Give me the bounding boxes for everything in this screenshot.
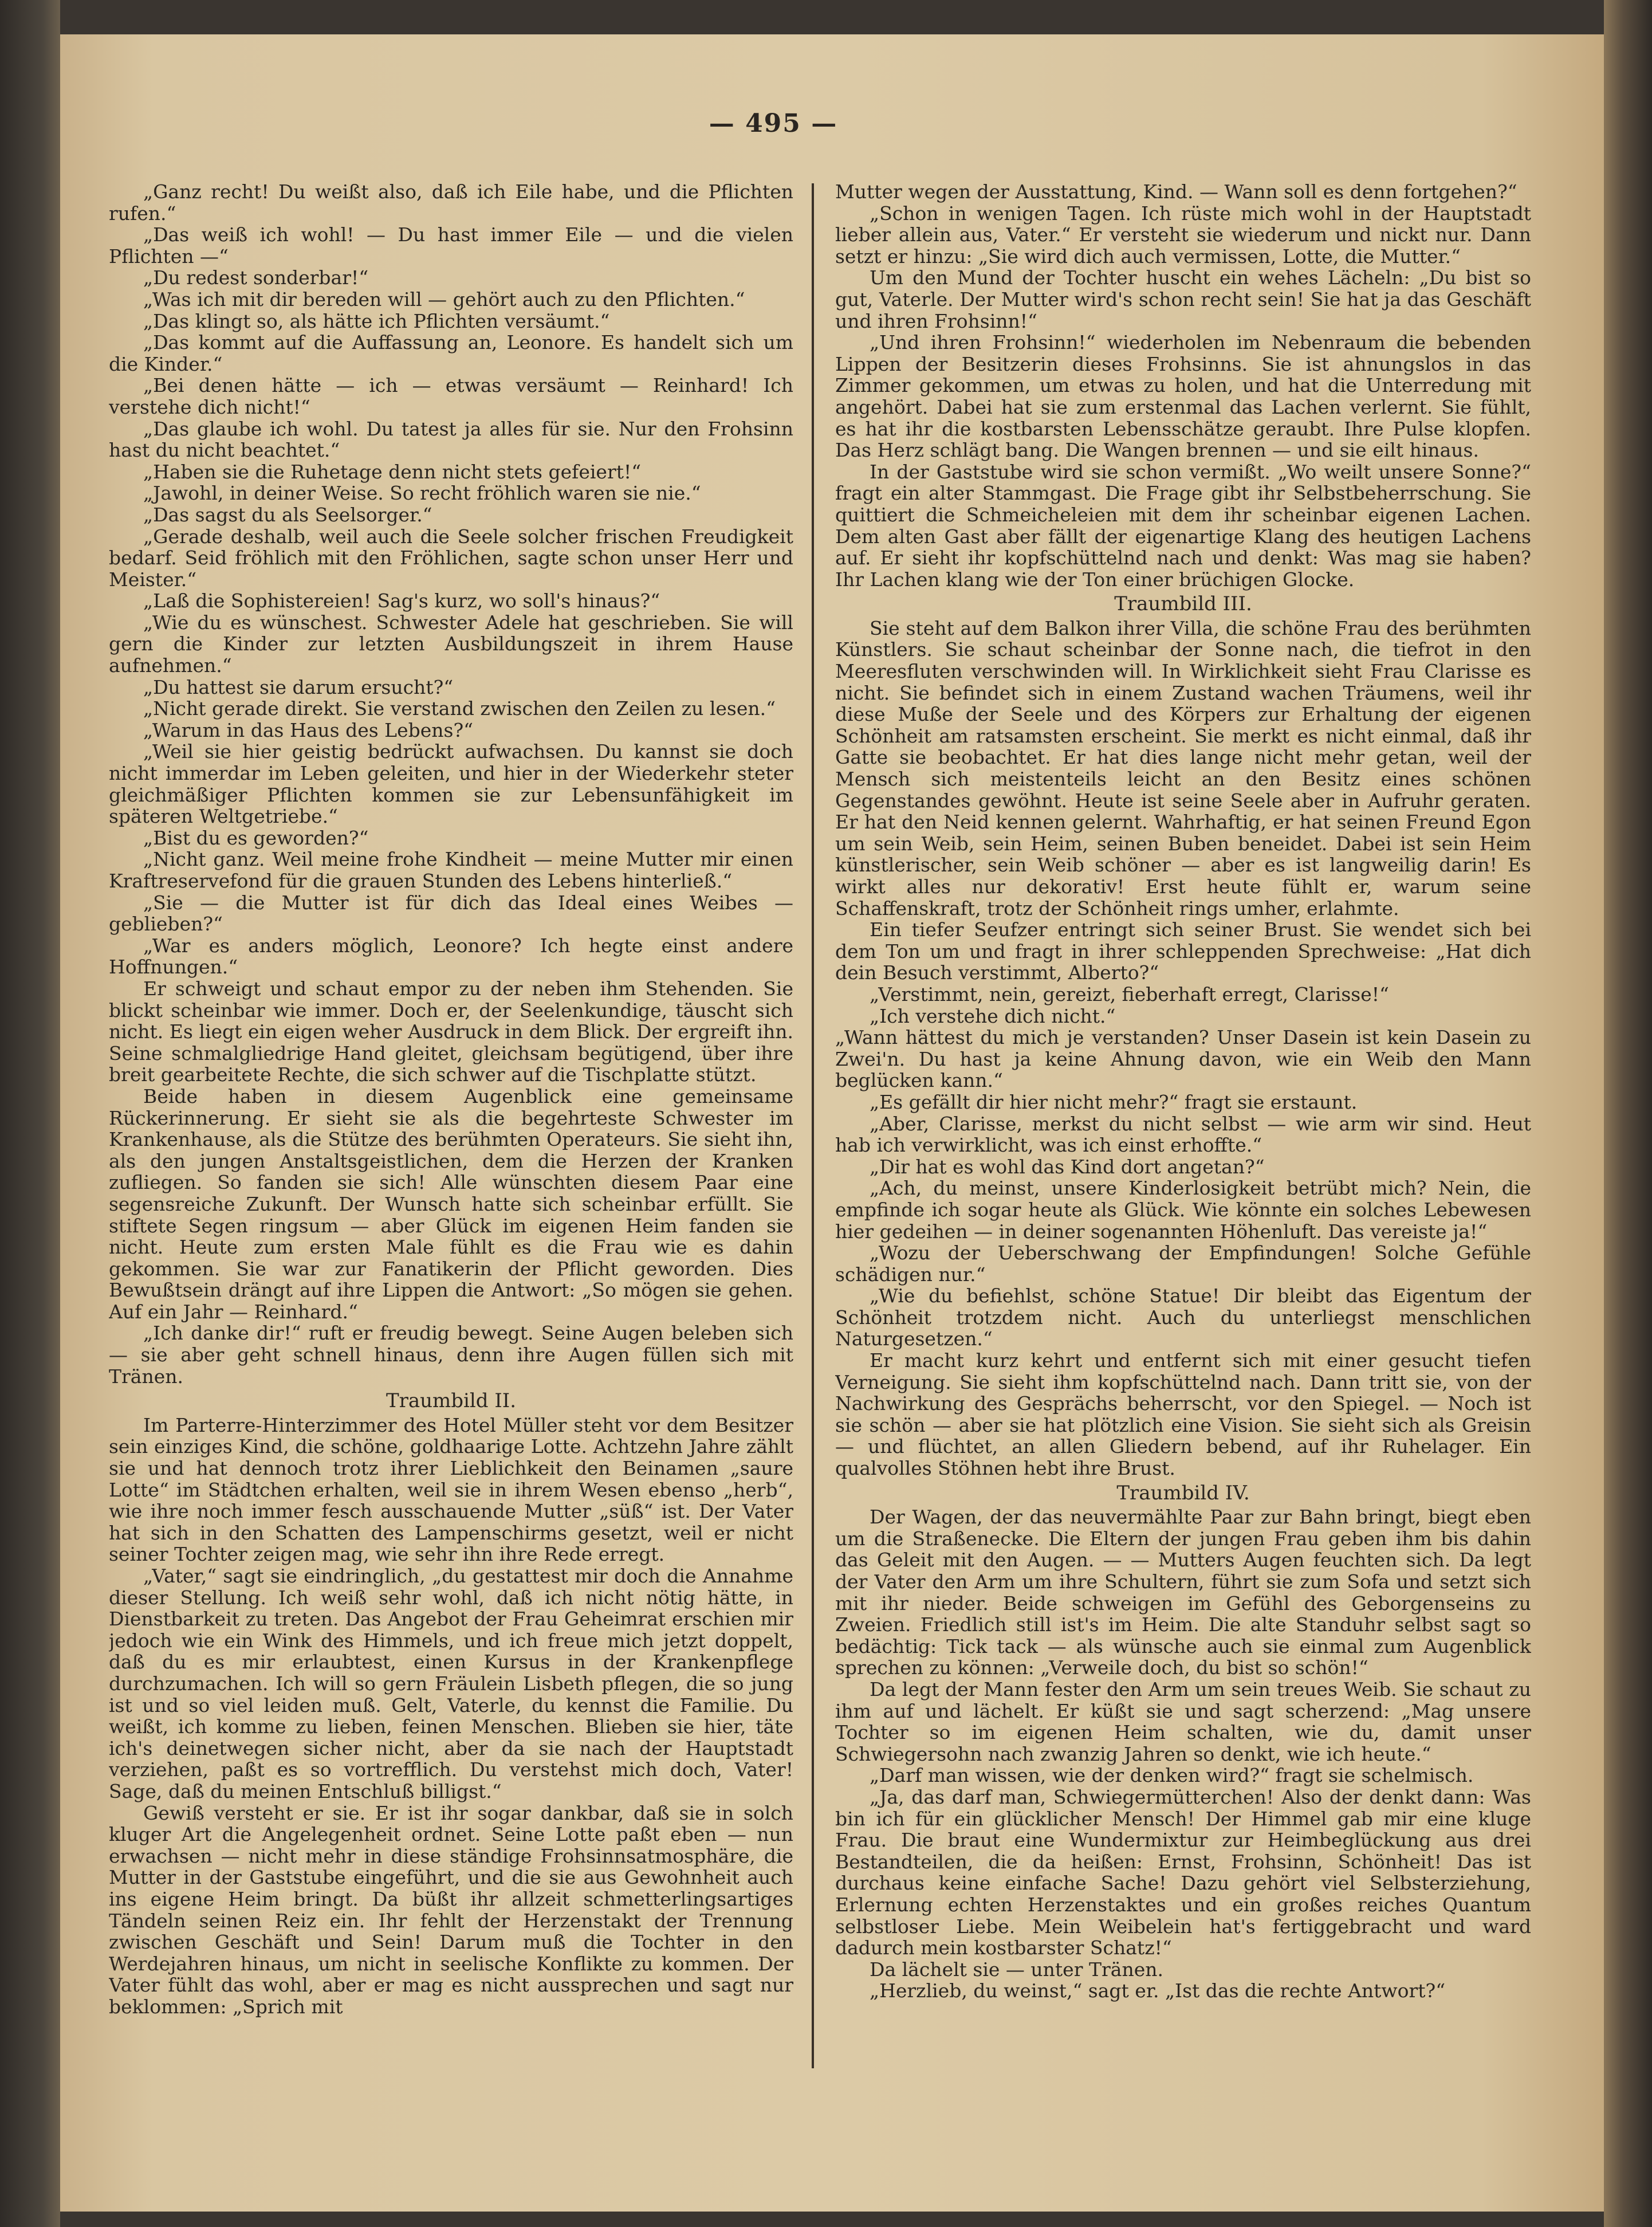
paragraph: „Wie du es wünschest. Schwester Adele hat geschrieben. Sie will gern die Kinder zur letzten Ausbildungszeit in ihrem Hause aufnehmen.“ bbox=[109, 611, 793, 677]
book-binding-left bbox=[0, 0, 60, 2227]
paragraph: „Schon in wenigen Tagen. Ich rüste mich wohl in der Hauptstadt lieber allein aus, Vater.“ Er versteht sie wiederum und nickt nur. Dann setzt er hinzu: „Sie wird dich auch vermissen, Lotte, die Mutter.“ bbox=[835, 202, 1531, 268]
section-heading: Traumbild III. bbox=[1114, 592, 1252, 616]
paragraph: „Es gefällt dir hier nicht mehr?“ fragt sie erstaunt. bbox=[870, 1090, 1358, 1113]
paragraph: Da legt der Mann fester den Arm um sein treues Weib. Sie schaut zu ihm auf und lächelt. Er küßt sie und sagt scherzend: „Mag unsere Tochter so im eigenen Heim schalten, wie du, damit unser Schwiegersohn nach zwanzig Jahren so denkt, wie ich heute.“ bbox=[835, 1678, 1531, 1765]
paragraph: „Was ich mit dir bereden will — gehört auch zu den Pflichten.“ bbox=[143, 288, 745, 311]
paragraph: Um den Mund der Tochter huscht ein wehes Lächeln: „Du bist so gut, Vaterle. Der Mutter wird's schon recht sein! Sie hat ja das Geschäft und ihren Frohsinn!“ bbox=[835, 266, 1531, 332]
paragraph: „Bei denen hätte — ich — etwas versäumt — Reinhard! Ich verstehe dich nicht!“ bbox=[109, 374, 793, 418]
paragraph: „Laß die Sophistereien! Sag's kurz, wo soll's hinaus?“ bbox=[143, 590, 660, 612]
paragraph: „Wann hättest du mich je verstanden? Unser Dasein ist kein Dasein zu Zwei'n. Du hast ja keine Ahnung davon, wie ein Weib den Mann beglücken kann.“ bbox=[835, 1026, 1531, 1092]
paragraph: „Darf man wissen, wie der denken wird?“ fragt sie schelmisch. bbox=[870, 1764, 1474, 1787]
left-text-column bbox=[109, 181, 793, 2095]
page-number: — 495 — bbox=[709, 109, 838, 138]
paragraph: Der Wagen, der das neuvermählte Paar zur Bahn bringt, biegt eben um die Straßenecke. Die Eltern der jungen Frau geben ihm bis dahin das Geleit mit den Augen. — — Mutters Augen feuchten sich. Da legt der Vater den Arm um ihre Schultern, führt sie zum Sofa und setzt sich mit ihr nieder. Beide schweigen im Gefühl des Geborgenseins zu Zweien. Friedlich still ist's im Heim. Die alte Standuhr selbst sagt so bedächtig: Tick tack — als wünsche auch sie einmal zum Augenblick sprechen zu können: „Verweile doch, du bist so schön!“ bbox=[835, 1506, 1531, 1679]
paragraph: „Ganz recht! Du weißt also, daß ich Eile habe, und die Pflichten rufen.“ bbox=[109, 181, 793, 225]
paragraph: „War es anders möglich, Leonore? Ich hegte einst andere Hoffnungen.“ bbox=[109, 934, 793, 979]
paragraph: „Aber, Clarisse, merkst du nicht selbst — wie arm wir sind. Heut hab ich verwirklicht, was ich einst erhoffte.“ bbox=[835, 1112, 1531, 1157]
paragraph: Da lächelt sie — unter Tränen. bbox=[870, 1958, 1163, 1981]
paragraph: Im Parterre-Hinterzimmer des Hotel Müller steht vor dem Besitzer sein einziges Kind, die schöne, goldhaarige Lotte. Achtzehn Jahre zählt sie und hat dennoch trotz ihrer Lieblichkeit den Beinamen „saure Lotte“ im Städtchen erhalten, weil sie in ihrem Wesen ebenso „herb“, wie ihre noch immer fesch ausschauende Mutter „süß“ ist. Der Vater hat sich in den Schatten des Lampenschirms gesetzt, weil er nicht seiner Tochter zeigen mag, wie sehr ihn ihre Rede erregt. bbox=[109, 1413, 793, 1566]
paragraph: Sie steht auf dem Balkon ihrer Villa, die schöne Frau des berühmten Künstlers. Sie schaut scheinbar der Sonne nach, die tiefrot in den Meeresfluten verschwinden will. In Wirklichkeit sieht Frau Clarisse es nicht. Sie befindet sich in einem Zustand wachen Träumens, weil ihr diese Muße der Seele und des Körpers zur Erhaltung der eigenen Schönheit am ratsamsten erscheint. Sie merkt es nicht einmal, daß ihr Gatte sie beobachtet. Er hat dies lange nicht mehr getan, weil der Mensch sich meistenteils leicht an den Besitz eines schönen Gegenstandes gewöhnt. Heute ist seine Seele aber in Aufruhr geraten. Er hat den Neid kennen gelernt. Wahrhaftig, er hat seinen Freund Egon um sein Weib, sein Heim, seinen Buben beneidet. Dabei ist sein Heim künstlerischer, sein Weib schöner — aber es ist langweilig darin! Es wirkt alles nur dekorativ! Erst heute fühlt er, warum seine Schaffenskraft, trotz der Schönheit rings umher, erlahmte. bbox=[835, 616, 1531, 920]
paragraph: „Ach, du meinst, unsere Kinderlosigkeit betrübt mich? Nein, die empfinde ich sogar heute als Glück. Wie könnte ein solches Lebewesen hier gedeihen — in deiner sogenannten Höhenluft. Das vereiste ja!“ bbox=[835, 1177, 1531, 1243]
paragraph: Ein tiefer Seufzer entringt sich seiner Brust. Sie wendet sich bei dem Ton um und fragt in ihrer schleppenden Sprechweise: „Hat dich dein Besuch verstimmt, Alberto?“ bbox=[835, 918, 1531, 984]
paragraph: „Herzlieb, du weinst,“ sagt er. „Ist das die rechte Antwort?“ bbox=[870, 1979, 1446, 2002]
paragraph: Er schweigt und schaut empor zu der neben ihm Stehenden. Sie blickt scheinbar wie immer. Doch er, der Seelenkundige, täuscht sich nicht. Es liegt ein eigen weher Ausdruck in dem Blick. Der ergreift ihn. Seine schmalgliedrige Hand gleitet, gleichsam begütigend, über ihre breit gearbeitete Rechte, die sich schwer auf die Tischplatte stützt. bbox=[109, 977, 793, 1086]
paragraph: Mutter wegen der Ausstattung, Kind. — Wann soll es denn fortgehen?“ bbox=[835, 181, 1517, 203]
book-edge-right bbox=[1604, 0, 1652, 2227]
paragraph: „Das klingt so, als hätte ich Pflichten versäumt.“ bbox=[143, 309, 610, 332]
paragraph: „Dir hat es wohl das Kind dort angetan?“ bbox=[870, 1155, 1265, 1178]
paragraph: „Du redest sonderbar!“ bbox=[143, 266, 369, 289]
section-heading: Traumbild IV. bbox=[1116, 1481, 1250, 1505]
paragraph: „Verstimmt, nein, gereizt, fieberhaft erregt, Clarisse!“ bbox=[870, 983, 1389, 1006]
paragraph: „Vater,“ sagt sie eindringlich, „du gestattest mir doch die Annahme dieser Stellung. Ich weiß sehr wohl, daß ich nicht nötig hätte, in Dienstbarkeit zu treten. Das Angebot der Frau Geheimrat erschien mir jedoch wie ein Wink des Himmels, und ich freue mich jetzt doppelt, daß du es mir erlaubtest, einen Kursus in der Krankenpflege durchzumachen. Ich will so gern Fräulein Lisbeth pflegen, die so jung ist und so viel leiden muß. Gelt, Vaterle, du kennst die Familie. Du weißt, ich komme zu lieben, feinen Menschen. Blieben sie hier, täte ich's deinetwegen sicher nicht, aber da sie nach der Hauptstadt verziehen, paßt es so vortrefflich. Du verstehst mich doch, Vater! Sage, daß du meinen Entschluß billigst.“ bbox=[109, 1565, 793, 1802]
paragraph: „Du hattest sie darum ersucht?“ bbox=[143, 675, 454, 698]
paragraph: „Das sagst du als Seelsorger.“ bbox=[143, 503, 432, 526]
paragraph: „Weil sie hier geistig bedrückt aufwachsen. Du kannst sie doch nicht immerdar im Leben geleiten, und hier in der Wiederkehr steter gleichmäßiger Pflichten kommen sie zur Lebensunfähigkeit im späteren Weltgetriebe.“ bbox=[109, 740, 793, 828]
paragraph: „Ja, das darf man, Schwiegermütterchen! Also der denkt dann: Was bin ich für ein glücklicher Mensch! Der Himmel gab mir eine kluge Frau. Die braut eine Wundermixtur zur Heimbeglückung aus drei Bestandteilen, die da heißen: Ernst, Frohsinn, Schönheit! Das ist durchaus keine einfache Sache! Dazu gehört viel Selbsterziehung, Erlernung echten Herzenstaktes und ein großes reiches Quantum selbstloser Liebe. Mein Weibelein hat's fertiggebracht und ward dadurch mein kostbarster Schatz!“ bbox=[835, 1785, 1531, 1959]
right-text-column bbox=[835, 181, 1531, 2095]
paragraph: „Und ihren Frohsinn!“ wiederholen im Nebenraum die bebenden Lippen der Besitzerin dieses Frohsinns. Sie ist ahnungslos in das Zimmer gekommen, um etwas zu holen, und hat die Unterredung mit angehört. Dabei hat sie zum erstenmal das Lachen verlernt. Sie fühlt, es hat ihr die kostbarsten Lebensschätze geraubt. Ihre Pulse klopfen. Das Herz schlägt bang. Die Wangen brennen — und sie eilt hinaus. bbox=[835, 331, 1531, 462]
paragraph: Er macht kurz kehrt und entfernt sich mit einer gesucht tiefen Verneigung. Sie sieht ihm kopfschüttelnd nach. Dann tritt sie, von der Nachwirkung des Gesprächs beherrscht, vor den Spiegel. — Noch ist sie schön — aber sie hat plötzlich eine Vision. Sie sieht sich als Greisin — und flüchtet, an allen Gliedern bebend, auf ihr Ruhelager. Ein qualvolles Stöhnen hebt ihre Brust. bbox=[835, 1349, 1531, 1480]
column-divider-rule bbox=[812, 183, 814, 2068]
paragraph: „Wie du befiehlst, schöne Statue! Dir bleibt das Eigentum der Schönheit trotzdem nicht. Auch du unterliegst menschlichen Naturgesetzen.“ bbox=[835, 1285, 1531, 1350]
paragraph: „Jawohl, in deiner Weise. So recht fröhlich waren sie nie.“ bbox=[143, 482, 701, 505]
paragraph: „Ich verstehe dich nicht.“ bbox=[870, 1004, 1116, 1027]
paragraph: „Bist du es geworden?“ bbox=[143, 826, 369, 849]
paragraph: „Warum in das Haus des Lebens?“ bbox=[143, 718, 474, 741]
paragraph: „Ich danke dir!“ ruft er freudig bewegt. Seine Augen beleben sich — sie aber geht schnell hinaus, denn ihre Augen füllen sich mit Tränen. bbox=[109, 1322, 793, 1388]
paragraph: „Das glaube ich wohl. Du tatest ja alles für sie. Nur den Frohsinn hast du nicht beachtet.“ bbox=[109, 417, 793, 462]
paragraph: „Sie — die Mutter ist für dich das Ideal eines Weibes — geblieben?“ bbox=[109, 891, 793, 936]
paragraph: Gewiß versteht er sie. Er ist ihr sogar dankbar, daß sie in solch kluger Art die Angelegenheit ordnet. Seine Lotte paßt eben — nun erwachsen — nicht mehr in diese ständige Frohsinnsatmosphäre, die Mutter in der Gaststube eingeführt, und die sie aus Gewohnheit auch ins eigene Heim bringt. Da büßt ihr allzeit schmetterlingsartiges Tändeln seinen Reiz ein. Ihr fehlt der Herzenstakt der Trennung zwischen Geschäft und Sein! Darum muß die Tochter in den Werdejahren hinaus, um nicht in seelische Konflikte zu kommen. Der Vater fühlt das wohl, aber er mag es nicht aussprechen und sagt nur beklommen: „Sprich mit bbox=[109, 1801, 793, 2018]
paragraph: „Das kommt auf die Auffassung an, Leonore. Es handelt sich um die Kinder.“ bbox=[109, 331, 793, 375]
paragraph: Beide haben in diesem Augenblick eine gemeinsame Rückerinnerung. Er sieht sie als die begehrteste Schwester im Krankenhause, als die Stütze des berühmten Operateurs. Sie sieht ihn, als den jungen Anstaltsgeistlichen, dem die Herzen der Kranken zufliegen. So fanden sie sich! Alle wünschten diesem Paar eine segensreiche Zukunft. Der Wunsch hatte sich scheinbar erfüllt. Sie stiftete Segen ringsum — aber Glück im eigenen Heim fanden sie nicht. Heute zum ersten Male fühlt es die Frau wie es dahin gekommen. Sie war zur Fanatikerin der Pflicht geworden. Dies Bewußtsein drängt auf ihre Lippen die Antwort: „So mögen sie gehen. Auf ein Jahr — Reinhard.“ bbox=[109, 1085, 793, 1323]
paragraph: In der Gaststube wird sie schon vermißt. „Wo weilt unsere Sonne?“ fragt ein alter Stammgast. Die Frage gibt ihr Selbstbeherrschung. Sie quittiert die Schmeicheleien mit dem ihr scheinbar eigenen Lachen. Dem alten Gast aber fällt der eigenartige Klang des heutigen Lachens auf. Er sieht ihr kopfschüttelnd nach und denkt: Was mag sie haben? Ihr Lachen klang wie der Ton einer brüchigen Glocke. bbox=[835, 460, 1531, 591]
paragraph: „Wozu der Ueberschwang der Empfindungen! Solche Gefühle schädigen nur.“ bbox=[835, 1242, 1531, 1286]
paragraph: „Nicht gerade direkt. Sie verstand zwischen den Zeilen zu lesen.“ bbox=[143, 697, 776, 720]
paragraph: „Nicht ganz. Weil meine frohe Kindheit — meine Mutter mir einen Kraftreservefond für die grauen Stunden des Lebens hinterließ.“ bbox=[109, 848, 793, 892]
paragraph: „Das weiß ich wohl! — Du hast immer Eile — und die vielen Pflichten —“ bbox=[109, 223, 793, 268]
paragraph: „Gerade deshalb, weil auch die Seele solcher frischen Freudigkeit bedarf. Seid fröhlich mit den Fröhlichen, sagte schon unser Herr und Meister.“ bbox=[109, 525, 793, 591]
paragraph: „Haben sie die Ruhetage denn nicht stets gefeiert!“ bbox=[143, 460, 642, 483]
section-heading: Traumbild II. bbox=[386, 1389, 517, 1413]
